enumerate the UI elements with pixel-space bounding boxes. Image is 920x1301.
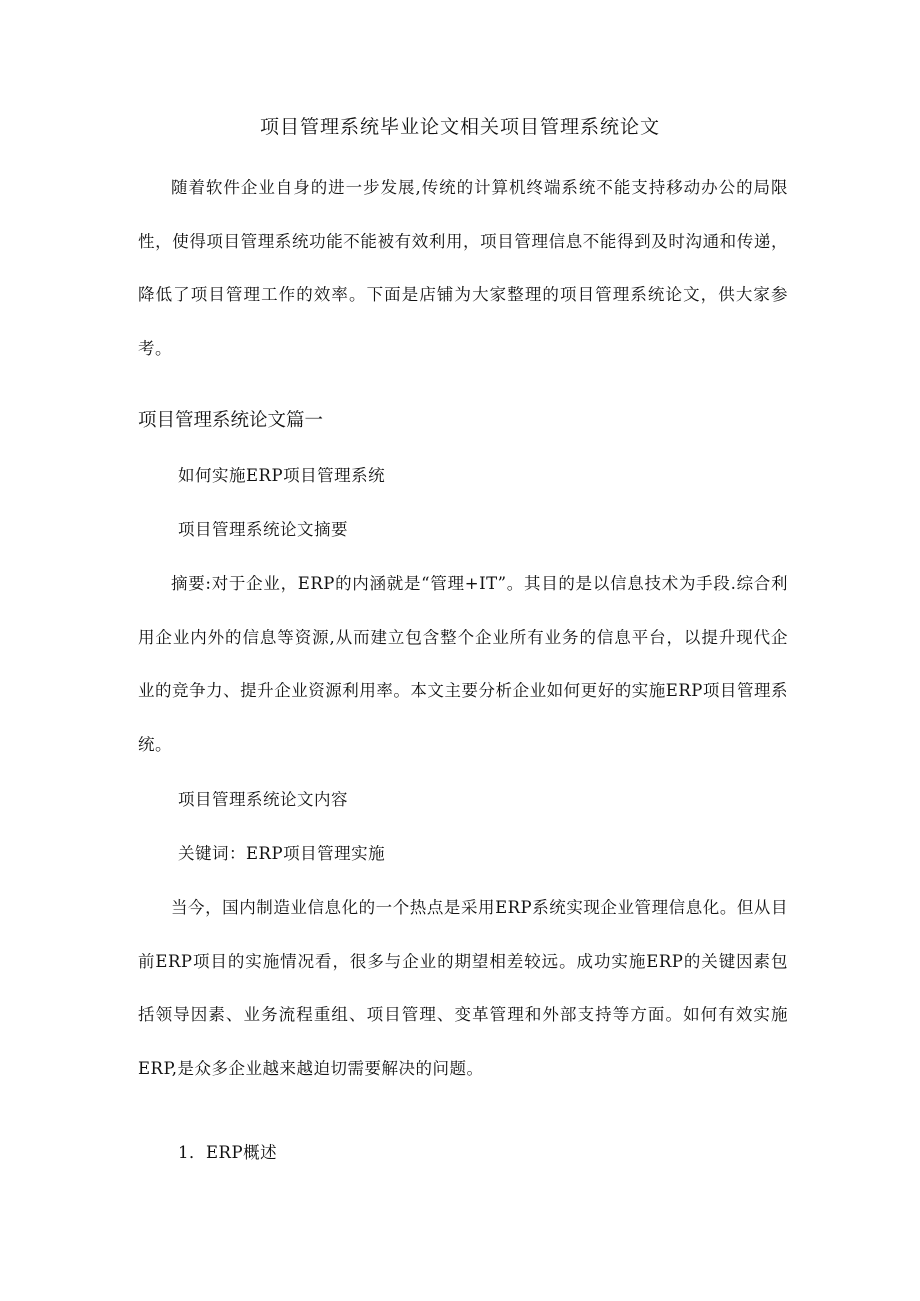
abstract-heading: 项目管理系统论文摘要	[178, 520, 348, 539]
section-heading: 项目管理系统论文篇一	[138, 410, 324, 431]
content-heading: 项目管理系统论文内容	[178, 790, 348, 809]
intro-paragraph: 随着软件企业自身的进一步发展,传统的计算机终端系统不能支持移动办公的局限性，使得项目管理系统功能不能被有效利用，项目管理信息不能得到及时沟通和传递，降低了项目管理工作的效率。下面是店铺为大家整理的项目管理系统论文，供大家参考。	[138, 178, 788, 358]
abstract-paragraph: 摘要:对于企业，ERP的内涵就是“管理+IT”。其目的是以信息技术为手段.综合利用企业内外的信息等资源,从而建立包含整个企业所有业务的信息平台，以提升现代企业的竞争力、提升企业资源利用率。本文主要分析企业如何更好的实施ERP项目管理系统。	[138, 574, 788, 754]
document-title: 项目管理系统毕业论文相关项目管理系统论文	[259, 116, 660, 138]
keywords-line: 关键词：ERP项目管理实施	[178, 844, 386, 863]
section-1-heading: 1．ERP概述	[178, 1143, 278, 1162]
sub-title: 如何实施ERP项目管理系统	[178, 466, 386, 485]
body-paragraph: 当今，国内制造业信息化的一个热点是采用ERP系统实现企业管理信息化。但从目前ERP项目的实施情况看，很多与企业的期望相差较远。成功实施ERP的关键因素包括领导因素、业务流程重组、项目管理、变革管理和外部支持等方面。如何有效实施ERP,是众多企业越来越迫切需要解决的问题。	[138, 898, 788, 1078]
